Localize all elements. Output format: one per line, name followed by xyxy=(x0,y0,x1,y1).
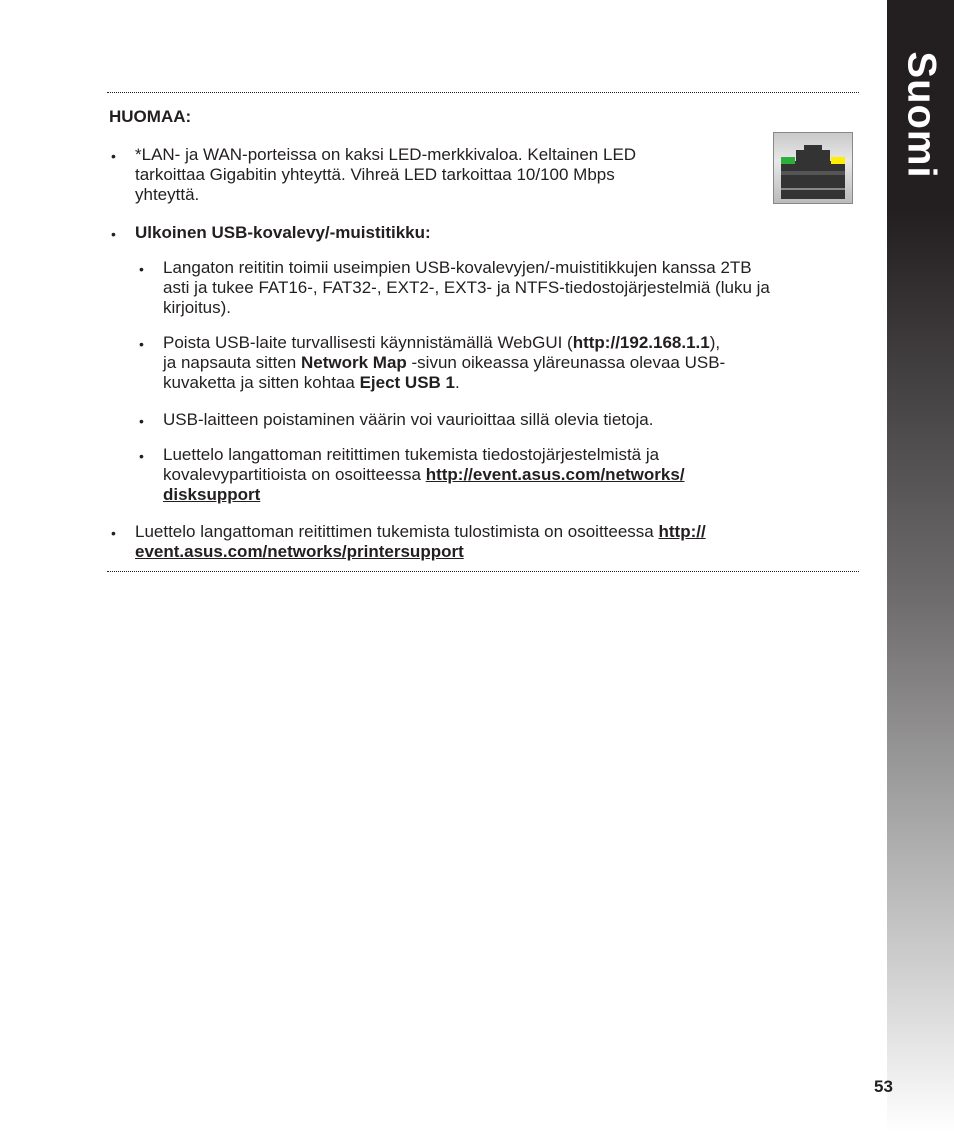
printer-support-text xyxy=(135,522,706,562)
led-note xyxy=(135,145,636,205)
usb-eject-text xyxy=(163,333,725,393)
text-line: yhteyttä. xyxy=(135,185,200,204)
bullet: • xyxy=(111,525,116,541)
text: . xyxy=(455,373,460,392)
text-line: *LAN- ja WAN-porteissa on kaksi LED-merkkivaloa. Keltainen LED xyxy=(135,145,637,164)
text-line: Luettelo langattoman reitittimen tukemista tiedostojärjestelmistä ja xyxy=(163,445,660,464)
text: -sivun oikeassa yläreunassa olevaa USB- xyxy=(406,353,726,372)
bullet: • xyxy=(111,226,116,242)
text: ), xyxy=(709,333,721,352)
ethernet-port-image xyxy=(773,132,853,204)
ethernet-port-icon xyxy=(774,133,852,203)
text: kuvaketta ja sitten kohtaa xyxy=(163,373,360,392)
disk-support-link[interactable]: http://event.asus.com/networks/ xyxy=(425,465,685,484)
text-line: kirjoitus). xyxy=(163,298,232,317)
page-number: 53 xyxy=(874,1077,893,1096)
text: Luettelo langattoman reitittimen tukemista tulostimista on osoitteessa xyxy=(135,522,659,541)
usb-support-text xyxy=(163,258,770,318)
disk-support-text xyxy=(163,445,685,505)
bullet: • xyxy=(139,336,144,352)
text: kovalevypartitioista on osoitteessa xyxy=(163,465,426,484)
text: ja napsauta sitten xyxy=(163,353,301,372)
bullet: • xyxy=(139,448,144,464)
usb-heading: Ulkoinen USB-kovalevy/-muistitikku: xyxy=(135,223,431,242)
bottom-divider xyxy=(107,571,859,572)
webgui-url: http://192.168.1.1 xyxy=(572,333,710,352)
eject-usb-term: Eject USB 1 xyxy=(359,373,455,392)
top-divider xyxy=(107,92,859,93)
bullet: • xyxy=(139,413,144,429)
printer-support-link[interactable]: event.asus.com/networks/printersupport xyxy=(135,542,464,561)
disk-support-link[interactable]: disksupport xyxy=(163,485,261,504)
bullet: • xyxy=(139,261,144,277)
text-line: tarkoittaa Gigabitin yhteyttä. Vihreä LED tarkoittaa 10/100 Mbps xyxy=(135,165,615,184)
text-line: Langaton reititin toimii useimpien USB-kovalevyjen/-muistitikkujen kanssa 2TB xyxy=(163,258,752,277)
text-line: asti ja tukee FAT16-, FAT32-, EXT2-, EXT3- ja NTFS-tiedostojärjestelmiä (luku ja xyxy=(163,278,770,297)
note-heading: HUOMAA: xyxy=(109,107,192,126)
bullet: • xyxy=(111,148,116,164)
printer-support-link[interactable]: http:// xyxy=(658,522,706,541)
sidebar-language-title: Suomi xyxy=(899,51,944,179)
network-map-term: Network Map xyxy=(300,353,407,372)
text: Poista USB-laite turvallisesti käynnistämällä WebGUI ( xyxy=(163,333,573,352)
usb-warning-text: USB-laitteen poistaminen väärin voi vaurioittaa sillä olevia tietoja. xyxy=(163,410,654,429)
